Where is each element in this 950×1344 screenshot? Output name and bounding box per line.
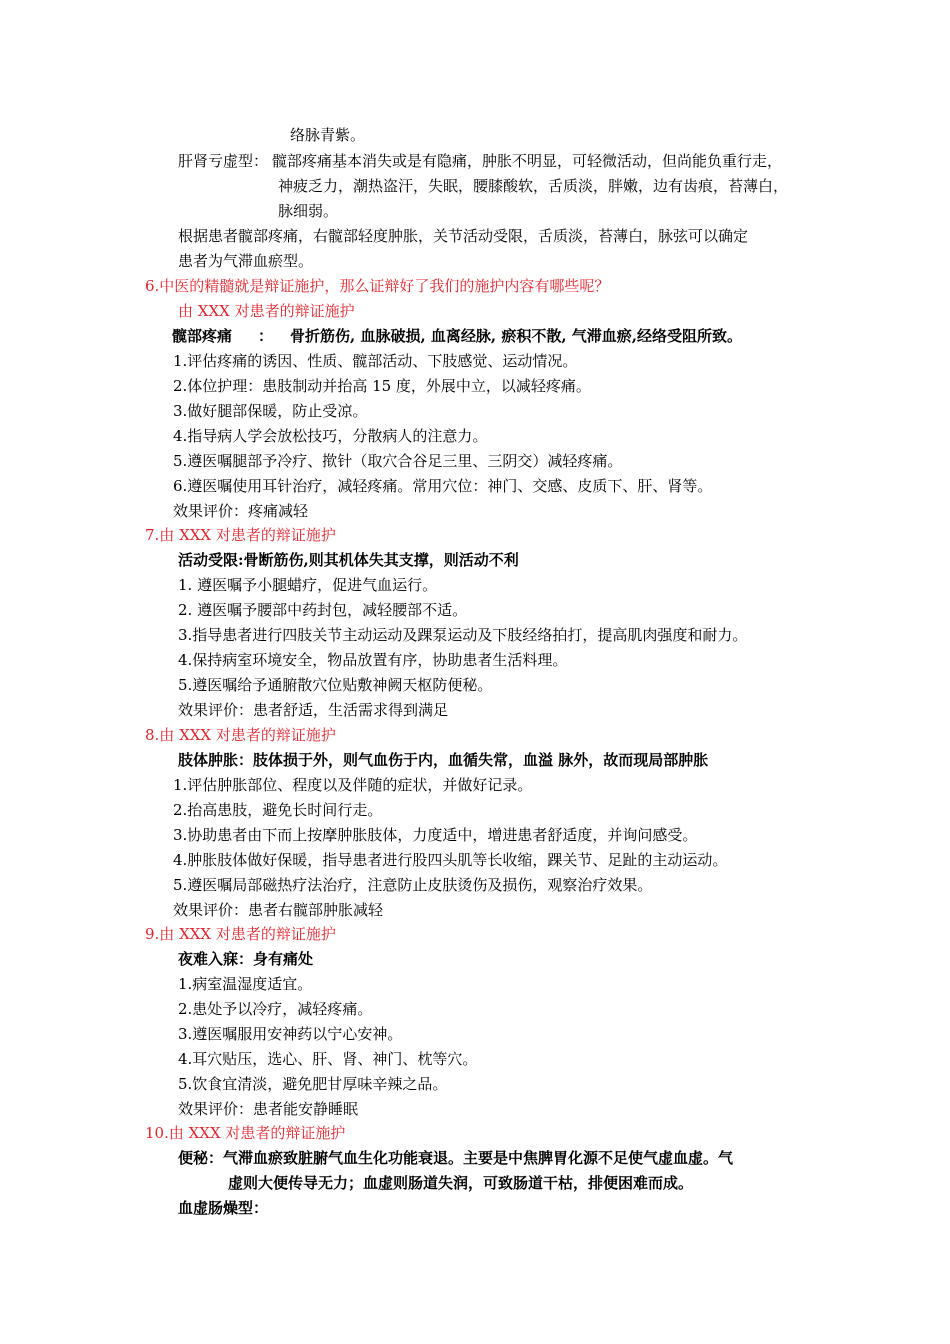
symptom-description: 虚则大便传导无力；血虚则肠道失润，可致肠道干枯，排便困难而成。 <box>228 1174 694 1192</box>
list-item: 3.做好腿部保暖，防止受凉。 <box>173 402 368 420</box>
list-item: 5.遵医嘱腿部予冷疗、揿针（取穴合谷足三里、三阴交）减轻疼痛。 <box>173 452 623 470</box>
text-line: 络脉青紫。 <box>290 126 366 144</box>
section-heading: 9.由 XXX 对患者的辩证施护 <box>145 925 336 943</box>
list-item: 5.遵医嘱给予通腑散穴位贴敷神阙天枢防便秘。 <box>178 676 493 694</box>
list-item: 2.体位护理：患肢制动并抬高 15 度，外展中立，以减轻疼痛。 <box>173 377 591 395</box>
list-item: 3.遵医嘱服用安神药以宁心安神。 <box>178 1025 403 1043</box>
list-item: 1.评估疼痛的诱因、性质、髋部活动、下肢感觉、运动情况。 <box>173 352 578 370</box>
effect-evaluation: 效果评价：疼痛减轻 <box>173 502 309 520</box>
section-heading: 7.由 XXX 对患者的辩证施护 <box>145 526 336 544</box>
symptom-colon: ： <box>258 327 274 345</box>
list-item: 5.饮食宜清淡，避免肥甘厚味辛辣之品。 <box>178 1075 448 1093</box>
section-subheading: 由 XXX 对患者的辩证施护 <box>178 302 355 320</box>
list-item: 3.指导患者进行四肢关节主动运动及踝泵运动及下肢经络拍打，提高肌肉强度和耐力。 <box>178 626 748 644</box>
symptom-title: 血虚肠燥型： <box>178 1199 269 1217</box>
symptom-title: 夜难入寐：身有痛处 <box>178 950 314 968</box>
list-item: 1. 遵医嘱予小腿蜡疗，促进气血运行。 <box>178 576 438 594</box>
list-item: 2.患处予以冷疗，减轻疼痛。 <box>178 1000 373 1018</box>
list-item: 1.评估肿胀部位、程度以及伴随的症状，并做好记录。 <box>173 776 533 794</box>
symptom-title: 髋部疼痛 <box>172 327 233 345</box>
symptom-title: 活动受限:骨断筋伤,则其机体失其支撑，则活动不利 <box>178 551 519 569</box>
syndrome-label: 肝肾亏虚型： <box>178 152 269 170</box>
effect-evaluation: 效果评价：患者舒适，生活需求得到满足 <box>178 701 449 719</box>
list-item: 4.耳穴贴压，选心、肝、肾、神门、枕等穴。 <box>178 1050 478 1068</box>
text-line: 脉细弱。 <box>278 202 339 220</box>
list-item: 3.协助患者由下而上按摩肿胀肢体，力度适中，增进患者舒适度，并询问感受。 <box>173 826 698 844</box>
list-item: 2. 遵医嘱予腰部中药封包，减轻腰部不适。 <box>178 601 468 619</box>
list-item: 2.抬高患肢，避免长时间行走。 <box>173 801 383 819</box>
symptom-title: 肢体肿胀：肢体损于外，则气血伤于内，血循失常，血溢 脉外，故而现局部肿胀 <box>178 751 709 769</box>
section-heading: 6.中医的精髓就是辩证施护，那么证辩好了我们的施护内容有哪些呢？ <box>145 277 610 295</box>
list-item: 6.遵医嘱使用耳针治疗，减轻疼痛。常用穴位：神门、交感、皮质下、肝、肾等。 <box>173 477 713 495</box>
effect-evaluation: 效果评价：患者能安静睡眠 <box>178 1100 359 1118</box>
section-heading: 10.由 XXX 对患者的辩证施护 <box>145 1124 346 1142</box>
effect-evaluation: 效果评价：患者右髋部肿胀减轻 <box>173 901 384 919</box>
list-item: 4.保持病室环境安全，物品放置有序，协助患者生活料理。 <box>178 651 568 669</box>
symptom-description: 便秘：气滞血瘀致脏腑气血生化功能衰退。主要是中焦脾胃化源不足使气虚血虚。气 <box>178 1149 734 1167</box>
section-heading: 8.由 XXX 对患者的辩证施护 <box>145 726 336 744</box>
text-line: 神疲乏力，潮热盗汗，失眠，腰膝酸软，舌质淡，胖嫩，边有齿痕，苔薄白， <box>278 177 789 195</box>
list-item: 4.肿胀肢体做好保暖，指导患者进行股四头肌等长收缩，踝关节、足趾的主动运动。 <box>173 851 728 869</box>
list-item: 5.遵医嘱局部磁热疗法治疗，注意防止皮肤烫伤及损伤，观察治疗效果。 <box>173 876 653 894</box>
text-line: 髋部疼痛基本消失或是有隐痛，肿胀不明显，可轻微活动，但尚能负重行走， <box>272 152 783 170</box>
list-item: 4.指导病人学会放松技巧，分散病人的注意力。 <box>173 427 488 445</box>
text-line: 根据患者髋部疼痛，右髋部轻度肿胀，关节活动受限，舌质淡，苔薄白，脉弦可以确定 <box>178 227 749 245</box>
text-line: 患者为气滞血瘀型。 <box>178 252 314 270</box>
list-item: 1.病室温湿度适宜。 <box>178 975 313 993</box>
symptom-description: 骨折筋伤, 血脉破损, 血离经脉, 瘀积不散, 气滞血瘀,经络受阻所致。 <box>290 327 743 345</box>
